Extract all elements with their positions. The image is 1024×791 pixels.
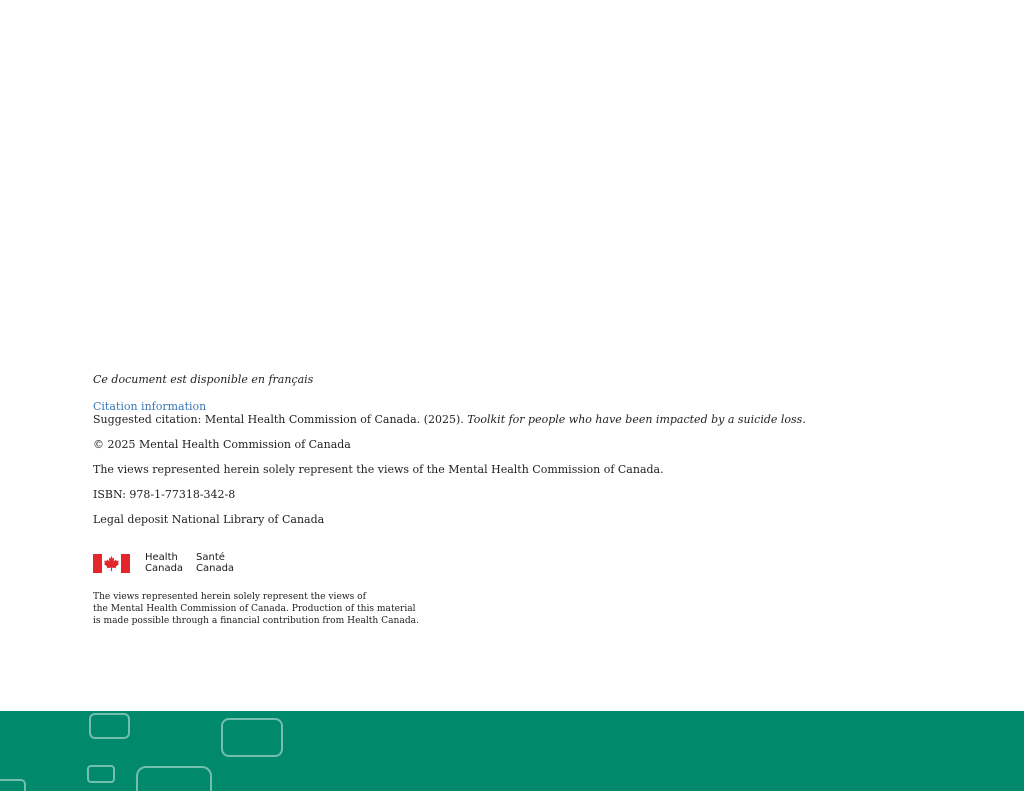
suggested-citation [93,413,806,427]
maple-leaf-icon [103,555,120,572]
isbn: ISBN: 978-1-77318-342-8 [93,488,236,501]
decorative-rounded-rect [87,765,115,783]
citation-heading: Citation information [93,400,207,413]
french-availability-note: Ce document est disponible en français [93,373,314,386]
citation-prefix: Suggested citation: Mental Health Commission of Canada. (2025). [93,413,468,426]
citation-title: Toolkit for people who have been impacted by a suicide loss. [467,413,806,426]
canada-flag-icon [93,554,130,573]
decorative-rounded-rect [0,779,26,791]
decorative-rounded-rect [221,718,283,757]
logo-english-line1: Health [145,552,178,563]
footer-band [0,711,1024,791]
logo-french-line2: Canada [196,563,235,574]
funding-note-line: the Mental Health Commission of Canada. Production of this material [93,603,416,614]
funding-note-line: is made possible through a financial contribution from Health Canada. [93,615,419,626]
logo-english-line2: Canada [145,563,184,574]
logo-french-line1: Santé [196,552,225,563]
logo-english-wordmark [145,552,183,574]
views-statement: The views represented herein solely represent the views of the Mental Health Commission of Canada. [93,463,664,476]
legal-deposit: Legal deposit National Library of Canada [93,513,325,526]
copyright-notice: © 2025 Mental Health Commission of Canada [93,438,351,451]
funding-note [93,592,419,627]
funding-note-line: The views represented herein solely represent the views of [93,592,367,602]
decorative-rounded-rect [89,713,130,739]
decorative-rounded-rect [136,766,212,791]
logo-french-wordmark [196,552,234,574]
